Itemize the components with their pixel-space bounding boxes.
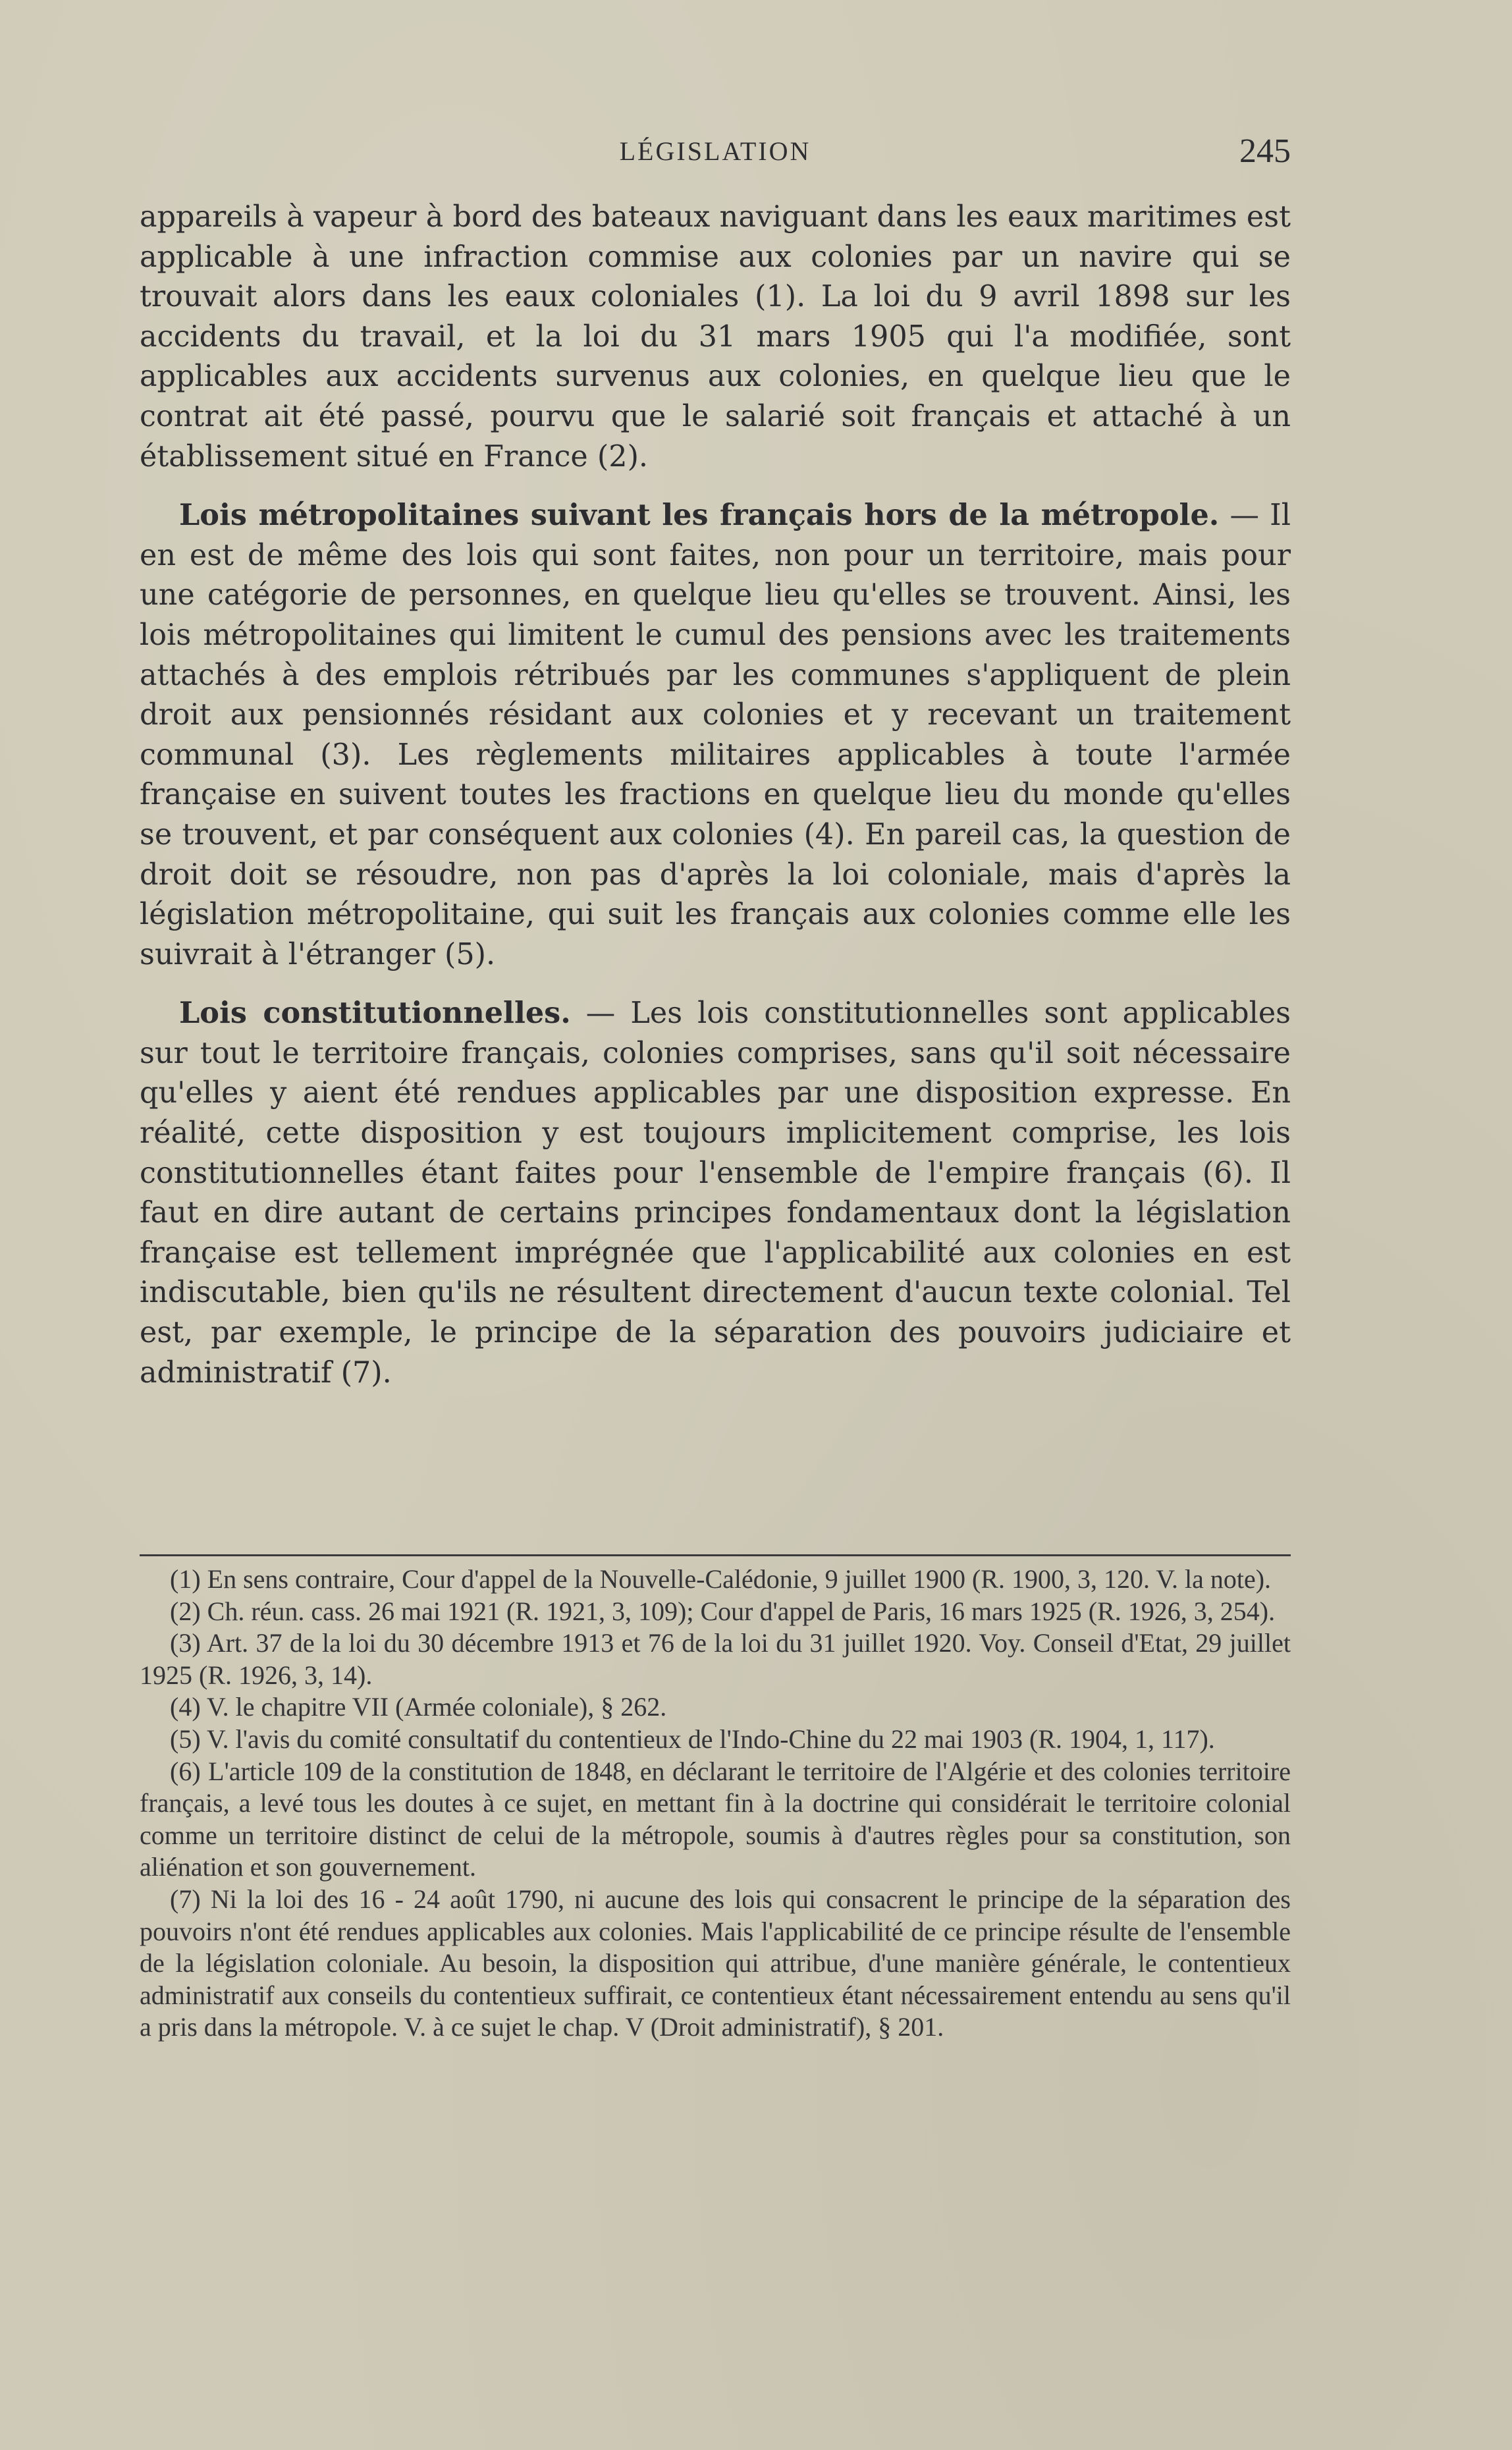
- footnotes: [140, 1564, 1291, 2044]
- page-header: [140, 132, 1291, 178]
- main-text: [140, 198, 1291, 1393]
- section-metropolitan-laws: [140, 495, 1291, 975]
- footnote-4: (4) V. le chapitre VII (Armée coloniale), § 262.: [170, 1692, 667, 1722]
- intro-paragraph: appareils à vapeur à bord des bateaux naviguant dans les eaux maritimes est applicable à une infraction commise aux colonies par un navire qui se trouvait alors dans les eaux coloniales (1). La loi du 9 avril 1898 sur les accidents du travail, et la loi du 31 mars 1905 qui l'a modifiée, sont applicables aux accidents survenus aux colonies, en quelque lieu que le contrat ait été passé, pourvu que le salarié soit français et attaché à un établissement situé en France (2).: [140, 200, 1291, 474]
- section-text-metropolitan-laws: — Il en est de même des lois qui sont faites, non pour un territoire, mais pour une catégorie de personnes, en quelque lieu qu'elles se trouvent. Ainsi, les lois métropolitaines qui limitent le cumul des pensions avec les traitements attachés à des emplois rétribués par les communes s'appliquent de plein droit aux pensionnés résidant aux colonies et y recevant un traitement communal (3). Les règlements militaires applicables à toute l'armée française en suivent toutes les fractions en quelque lieu du monde qu'elles se trouvent, et par conséquent aux colonies (4). En pareil cas, la question de droit doit se résoudre, non pas d'après la loi coloniale, mais d'après la législation métropolitaine, qui suit les français aux colonies comme elle les suivrait à l'étranger (5).: [140, 499, 1291, 971]
- footnote-1: (1) En sens contraire, Cour d'appel de la Nouvelle-Calédonie, 9 juillet 1900 (R. 1900, 3, 120. V. la note).: [170, 1564, 1272, 1594]
- page-number: 245: [1239, 132, 1291, 170]
- footnote-2: (2) Ch. réun. cass. 26 mai 1921 (R. 1921, 3, 109); Cour d'appel de Paris, 16 mars 1925 (R. 1926, 3, 254).: [170, 1596, 1276, 1626]
- footnote-7: (7) Ni la loi des 16 - 24 août 1790, ni aucune des lois qui consacrent le principe de la séparation des pouvoirs n'ont été rendues applicables aux colonies. Mais l'applicabilité de ce principe résulte de l'ensemble de la législation coloniale. Au besoin, la disposition qui attribue, d'une manière générale, le contentieux administratif aux conseils du contentieux suffirait, ce contentieux étant nécessairement entendu au sens qu'il a pris dans la métropole. V. à ce sujet le chap. V (Droit administratif), § 201.: [140, 1884, 1291, 2042]
- section-text-constitutional-laws: — Les lois constitutionnelles sont applicables sur tout le territoire français, colonies comprises, sans qu'il soit nécessaire qu'elles y aient été rendues applicables par une disposition expresse. En réalité, cette disposition y est toujours implicitement comprise, les lois constitutionnelles étant faites pour l'ensemble de l'empire français (6). Il faut en dire autant de certains principes fondamentaux dont la législation française est tellement imprégnée que l'applicabilité aux colonies en est indiscutable, bien qu'ils ne résultent directement d'aucun texte colonial. Tel est, par exemple, le principe de la séparation des pouvoirs judiciaire et administratif (7).: [140, 996, 1291, 1390]
- footnote-3: (3) Art. 37 de la loi du 30 décembre 1913 et 76 de la loi du 31 juillet 1920. Voy. Conseil d'Etat, 29 juillet 1925 (R. 1926, 3, 14).: [140, 1628, 1291, 1690]
- section-heading-metropolitan-laws: Lois métropolitaines suivant les français hors de la métropole.: [179, 498, 1220, 533]
- section-constitutional-laws: [140, 993, 1291, 1393]
- footnote-5: (5) V. l'avis du comité consultatif du contentieux de l'Indo-Chine du 22 mai 1903 (R. 1904, 1, 117).: [170, 1724, 1215, 1754]
- footnote-separator: [140, 1554, 1291, 1556]
- footnote-6: (6) L'article 109 de la constitution de 1848, en déclarant le territoire de l'Algérie et des colonies territoire français, a levé tous les doutes à ce sujet, en mettant fin à la doctrine qui considérait le territoire colonial comme un territoire distinct de celui de la métropole, soumis à d'autres règles pour sa constitution, son aliénation et son gouvernement.: [140, 1756, 1291, 1882]
- section-heading-constitutional-laws: Lois constitutionnelles.: [179, 996, 571, 1031]
- running-title: LÉGISLATION: [619, 136, 811, 166]
